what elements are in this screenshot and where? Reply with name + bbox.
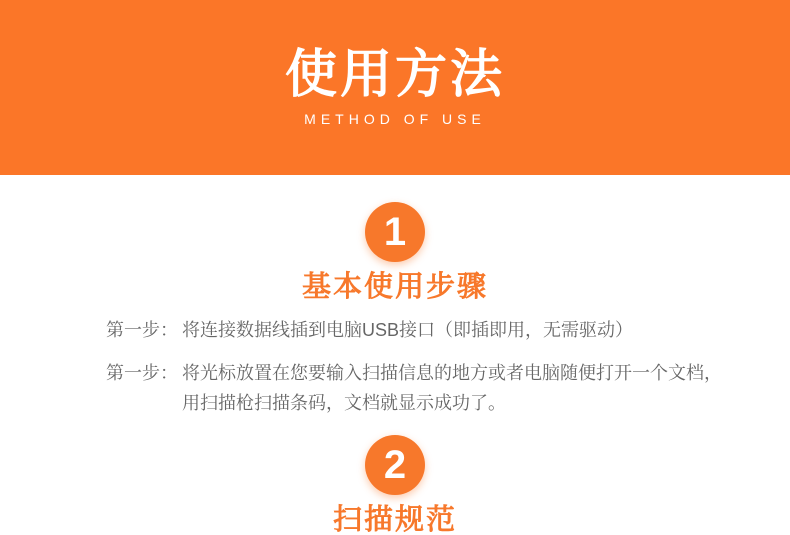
step-text [182,358,722,418]
step-number-badge-1: 1 [365,202,425,262]
section-heading-scan-spec: 扫描规范 [332,504,457,535]
steps-list [106,315,790,418]
step-label: 第一步： [106,320,178,340]
header-banner [0,0,790,175]
step-row [106,358,790,418]
step-text-line: 用扫描枪扫描条码，文档就显示成功了。 [182,393,506,413]
section-basic-steps [0,202,790,418]
step-row [106,315,790,345]
step-number-badge-2: 2 [365,435,425,495]
step-text [182,315,633,345]
step-text-line: 将光标放置在您要输入扫描信息的地方或者电脑随便打开一个文档， [182,363,722,383]
section-heading-basic-steps: 基本使用步骤 [301,271,488,303]
page-title: 使用方法 [284,45,505,104]
section-scan-spec [0,435,790,535]
step-text-line: 将连接数据线插到电脑USB接口（即插即用，无需驱动） [182,320,634,340]
step-label: 第一步： [106,363,178,383]
page-subtitle: METHOD OF USE [304,111,486,128]
